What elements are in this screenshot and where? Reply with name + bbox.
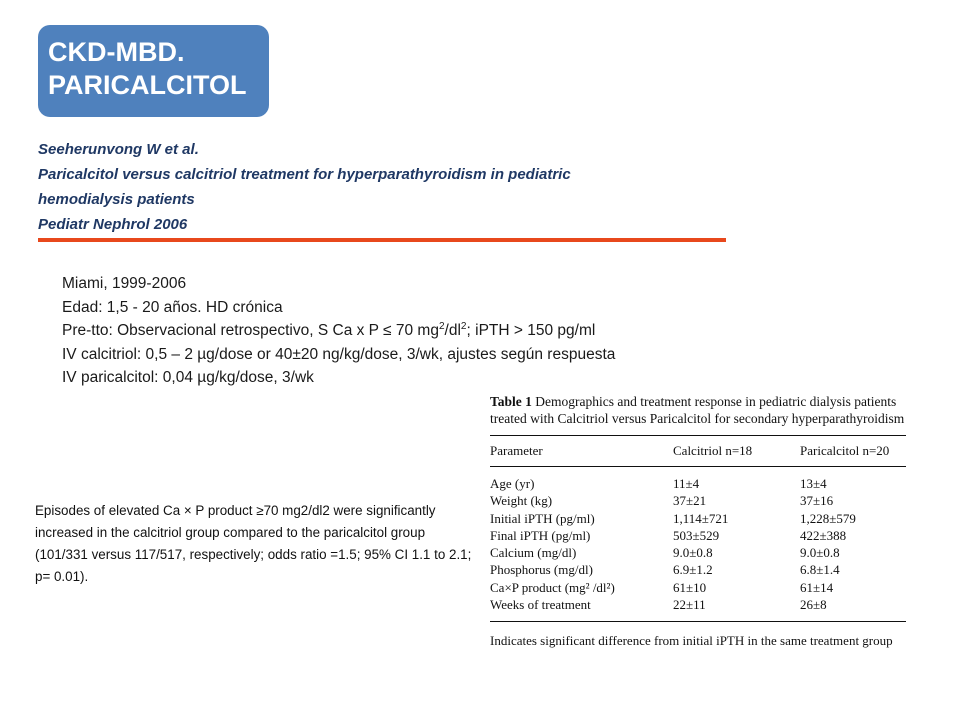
table-cell: 61±10: [673, 579, 707, 595]
table-row: [490, 544, 906, 561]
detail-location: Miami, 1999-2006: [62, 275, 187, 292]
detail-pre-tto-a: Pre-tto: Observacional retrospectivo, S Ca x P ≤ 70 mg: [62, 322, 439, 339]
table-cell: 37±16: [800, 493, 834, 509]
table-cell: 13±4: [800, 476, 827, 491]
table-cell: 503±529: [673, 527, 720, 543]
citation: [38, 137, 738, 237]
table-header-rule: [490, 466, 906, 467]
detail-pre-tto-sup1: 2: [438, 320, 445, 332]
detail-age: Edad: 1,5 - 20 años. HD crónica: [62, 298, 283, 316]
divider-rule: [38, 238, 726, 242]
table-header-cell: Calcitriol n=18: [673, 443, 753, 458]
table-cell: Initial iPTH (pg/ml): [490, 510, 595, 526]
table-cell: 37±21: [673, 493, 707, 509]
episodes-text: Episodes of elevated Ca × P product ≥70 mg2/dl2 were significantly increased in the calcitriol group compared to the paricalcitol group (101/331 versus 117/517, respectively; odds ratio =1.5; 95% CI 1.1 to 2.1; p= 0.01).: [35, 503, 472, 584]
detail-pre-tto-sup2: 2: [460, 320, 467, 332]
table-caption: [490, 393, 906, 427]
table-footnote: Indicates significant difference from initial iPTH in the same treatment group: [490, 633, 893, 649]
results-table: [490, 393, 906, 649]
citation-title-line-2: hemodialysis patients: [38, 191, 195, 208]
table-row: [490, 492, 906, 509]
table-cell: 6.8±1.4: [800, 562, 840, 578]
table-cell: Ca×P product (mg² /dl²): [490, 579, 615, 595]
detail-pre-tto: [62, 319, 752, 343]
table-row: [490, 510, 906, 527]
title-line-1: CKD-MBD.: [48, 37, 185, 67]
table-cell: 9.0±0.8: [673, 545, 713, 561]
table-cell: Age (yr): [490, 476, 535, 491]
citation-authors: Seeherunvong W et al.: [38, 141, 199, 158]
table-bottom-rule: [490, 621, 906, 622]
table-cell: 422±388: [800, 527, 847, 543]
study-details: [62, 272, 752, 390]
table-cell: 22±11: [673, 597, 706, 613]
detail-pre-tto-b: /dl: [444, 322, 461, 339]
table-caption-label: Table 1: [490, 394, 532, 409]
table-cell: Calcium (mg/dl): [490, 545, 577, 561]
table-row: [490, 475, 906, 492]
title-box: [38, 25, 269, 117]
title-line-2: PARICALCITOL: [48, 70, 247, 100]
table-header-row: [490, 442, 906, 459]
table-cell: 61±14: [800, 579, 834, 595]
table-cell: 26±8: [800, 597, 827, 613]
table-top-rule: [490, 435, 906, 436]
table-cell: 9.0±0.8: [800, 545, 840, 561]
table-cell: Phosphorus (mg/dl): [490, 562, 593, 578]
table-row: [490, 579, 906, 596]
table-body: [490, 475, 906, 613]
table-row: [490, 596, 906, 613]
detail-paricalcitol: IV paricalcitol: 0,04 µg/kg/dose, 3/wk: [62, 369, 314, 386]
table-cell: 11±4: [673, 476, 700, 491]
detail-calcitriol: IV calcitriol: 0,5 – 2 µg/dose or 40±20 ng/kg/dose, 3/wk, ajustes según respuesta: [62, 345, 616, 363]
table-cell: Final iPTH (pg/ml): [490, 527, 591, 543]
detail-pre-tto-c: ; iPTH > 150 pg/ml: [466, 322, 596, 339]
table-cell: 1,114±721: [673, 510, 729, 526]
table-row: [490, 561, 906, 578]
table-caption-text: Demographics and treatment response in pediatric dialysis patients treated with Calcitriol versus Paricalcitol for secondary hyperparathyroidism: [490, 394, 905, 426]
table-header-cell: Parameter: [490, 443, 543, 458]
table-cell: 1,228±579: [800, 510, 856, 526]
table-cell: 6.9±1.2: [673, 562, 713, 578]
citation-title-line-1: Paricalcitol versus calcitriol treatment for hyperparathyroidism in pediatric: [38, 166, 571, 183]
citation-journal: Pediatr Nephrol 2006: [38, 216, 188, 233]
table-row: [490, 527, 906, 544]
table-header-cell: Paricalcitol n=20: [800, 443, 890, 458]
table-cell: Weight (kg): [490, 493, 553, 509]
table-cell: Weeks of treatment: [490, 597, 591, 613]
